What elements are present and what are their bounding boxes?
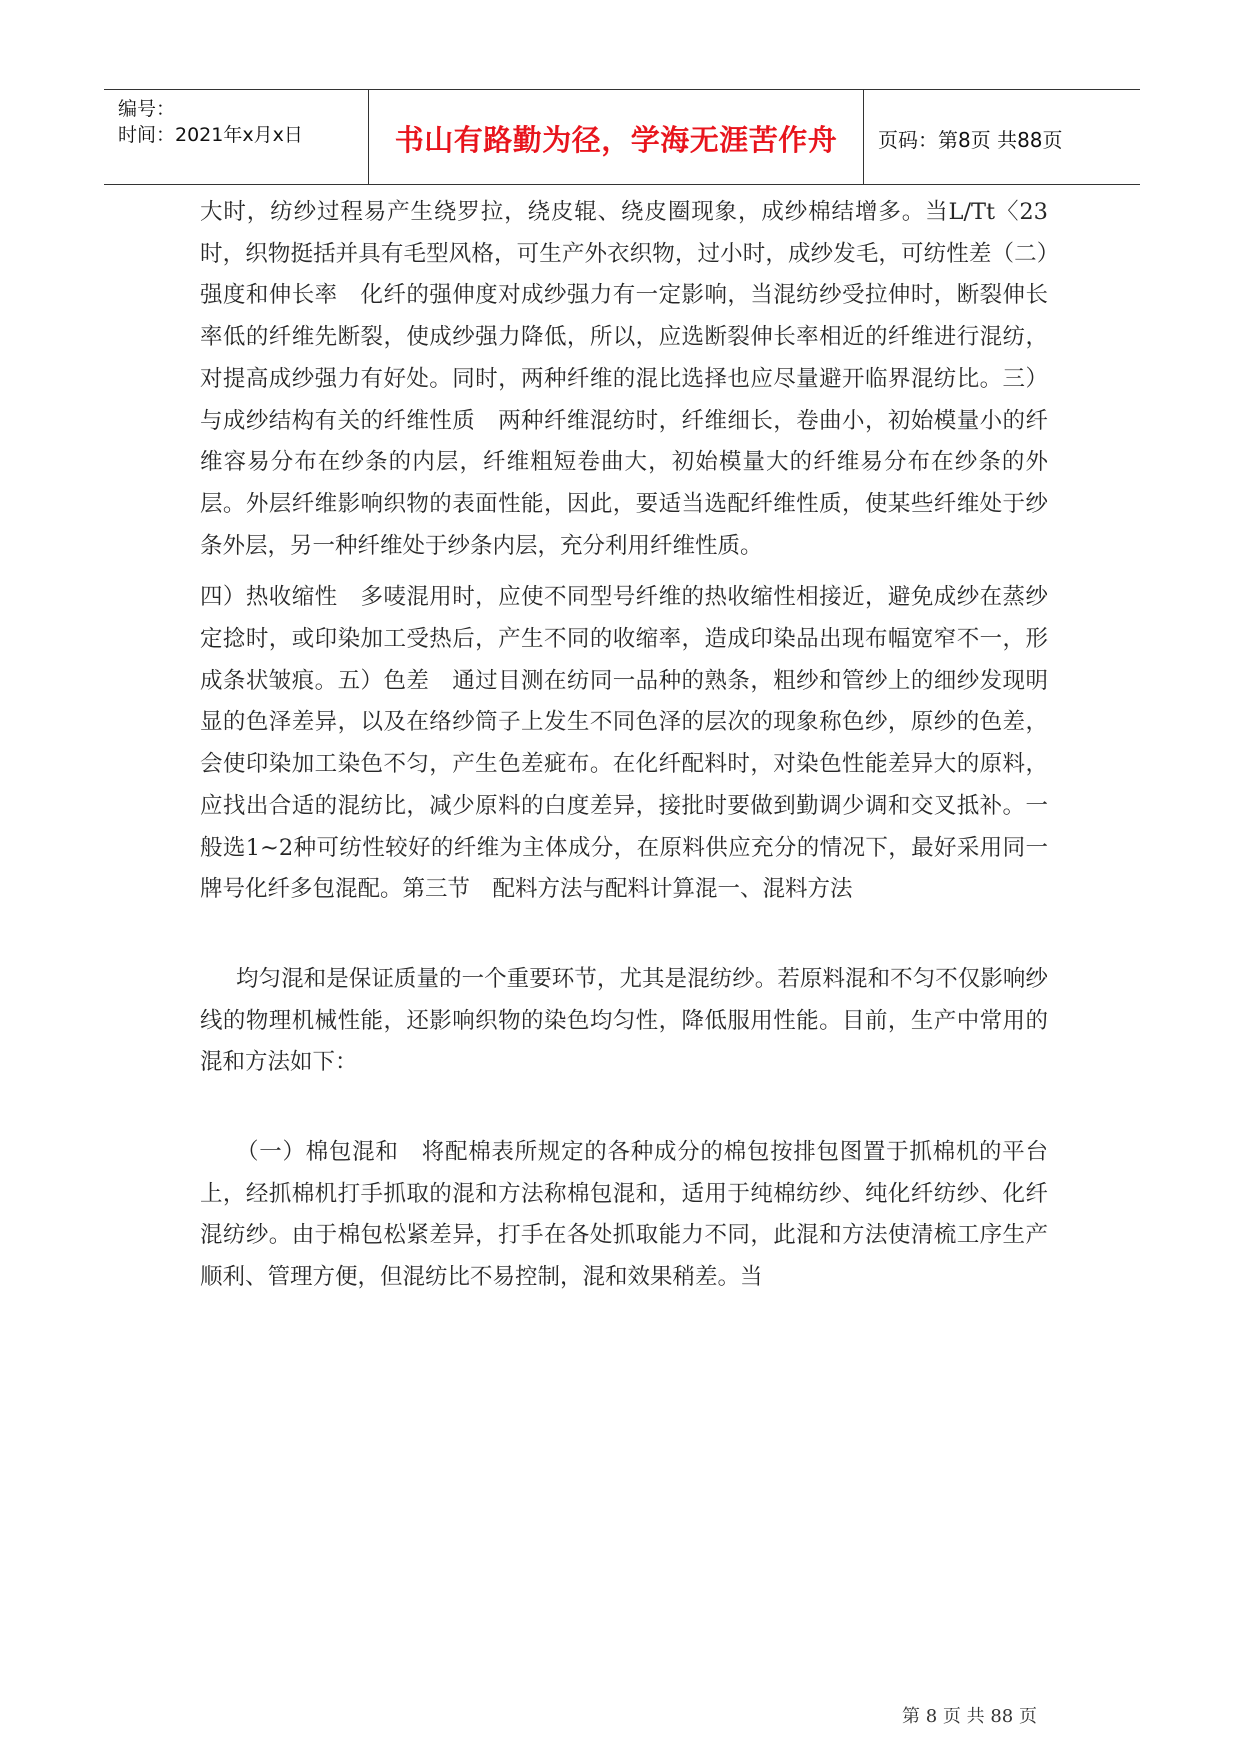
document-body <box>200 192 1048 1299</box>
paragraph-1: 大时，纺纱过程易产生绕罗拉，绕皮辊、绕皮圈现象，成纱棉结增多。当L/Tt〈23时，织物挺括并具有毛型风格，可生产外衣织物，过小时，成纱发毛，可纺性差（二）强度和伸长率 化纤的强伸度对成纱强力有一定影响，当混纺纱受拉伸时，断裂伸长率低的纤维先断裂，使成纱强力降低，所以，应选断裂伸长率相近的纤维进行混纺，对提高成纱强力有好处。同时，两种纤维的混比选择也应尽量避开临界混纺比。三）与成纱结构有关的纤维性质 两种纤维混纺时，纤维细长，卷曲小，初始模量小的纤维容易分布在纱条的内层，纤维粗短卷曲大，初始模量大的纤维易分布在纱条的外层。外层纤维影响织物的表面性能，因此，要适当选配纤维性质，使某些纤维处于纱条外层，另一种纤维处于纱条内层，充分利用纤维性质。 <box>200 199 1048 559</box>
header-info-cell <box>104 90 369 184</box>
document-time-label: 时间：2021年x月x日 <box>118 124 303 146</box>
header-page-cell <box>864 90 1140 184</box>
paragraph-4: （一）棉包混和 将配棉表所规定的各种成分的棉包按排包图置于抓棉机的平台上，经抓棉机打手抓取的混和方法称棉包混和，适用于纯棉纺纱、纯化纤纺纱、化纤混纺纱。由于棉包松紧差异，打手在各处抓取能力不同，此混和方法使清梳工序生产顺利、管理方便，但混纺比不易控制，混和效果稍差。当 <box>200 1139 1048 1291</box>
header-motto: 书山有路勤为径，学海无涯苦作舟 <box>394 123 838 157</box>
page-footer: 第 8 页 共 88 页 <box>902 1706 1037 1727</box>
paragraph-3: 均匀混和是保证质量的一个重要环节，尤其是混纺纱。若原料混和不匀不仅影响纱线的物理机械性能，还影响织物的染色均匀性，降低服用性能。目前，生产中常用的混和方法如下： <box>200 965 1048 1076</box>
document-number-label: 编号： <box>118 98 176 120</box>
paragraph-2: 四）热收缩性 多唛混用时，应使不同型号纤维的热收缩性相接近，避免成纱在蒸纱定捻时，或印染加工受热后，产生不同的收缩率，造成印染品出现布幅宽窄不一，形成条状皱痕。五）色差 通过目测在纺同一品种的熟条，粗纱和管纱上的细纱发现明显的色泽差异，以及在络纱筒子上发生不同色泽的层次的现象称色纱，原纱的色差，会使印染加工染色不匀，产生色差疵布。在化纤配料时，对染色性能差异大的原料，应找出合适的混纺比，减少原料的白度差异，接批时要做到勤调少调和交叉抵补。一般选1~2种可纺性较好的纤维为主体成分，在原料供应充分的情况下，最好采用同一牌号化纤多包混配。第三节 配料方法与配料计算混一、混料方法 <box>200 584 1048 903</box>
page-header <box>104 89 1140 185</box>
header-motto-cell <box>369 90 864 184</box>
header-page-number: 页码：第8页 共88页 <box>878 128 1063 152</box>
